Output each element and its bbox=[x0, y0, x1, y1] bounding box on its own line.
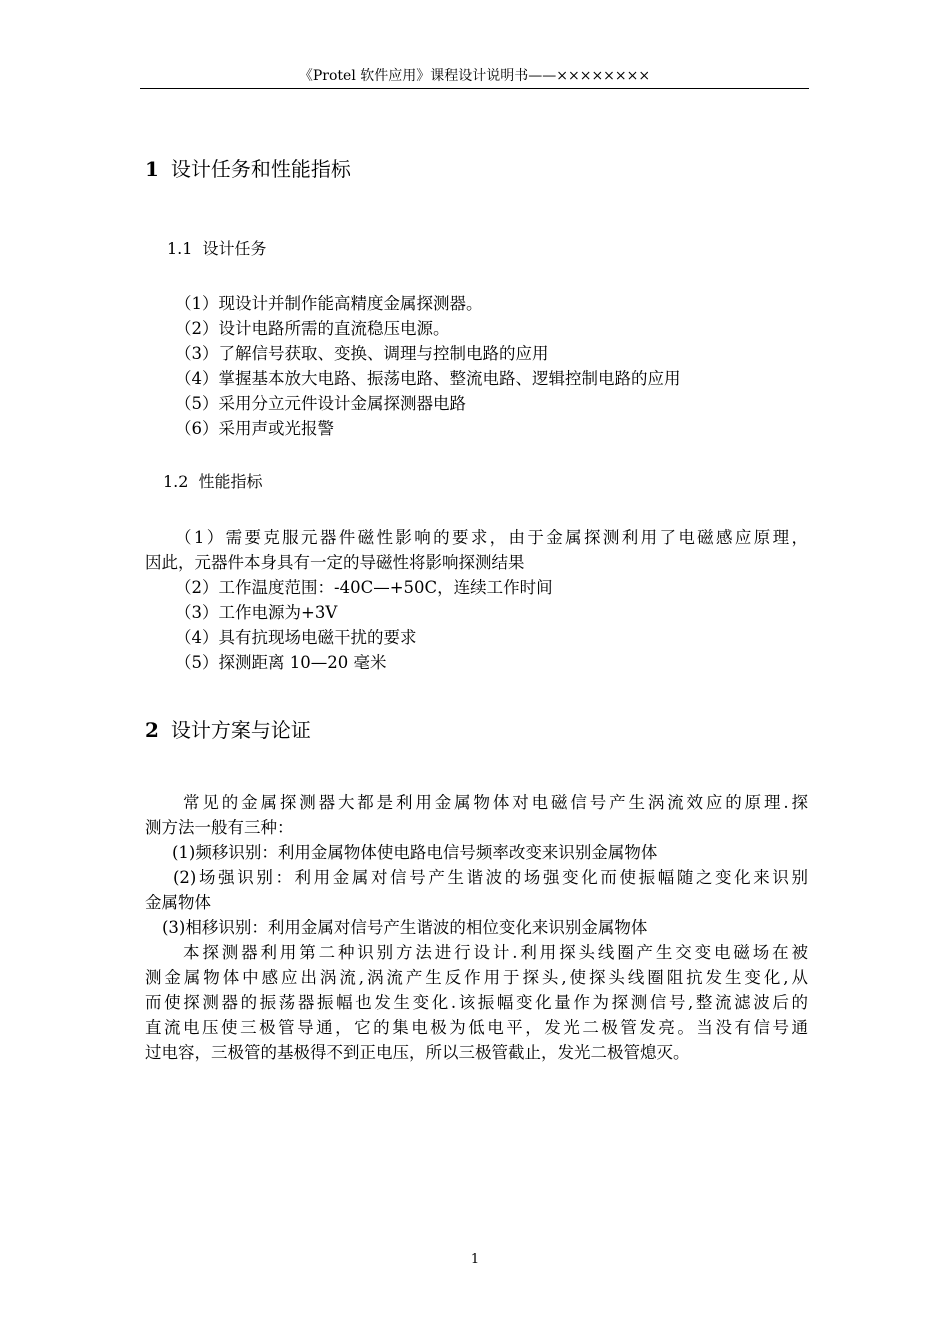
method-2-line-1: (2)场强识别：利用金属对信号产生谐波的场强变化而使振幅随之变化来识别 bbox=[173, 868, 808, 887]
task-item: （2）设计电路所需的直流稳压电源。 bbox=[175, 319, 450, 338]
spec-item: （4）具有抗现场电磁干扰的要求 bbox=[175, 628, 417, 647]
section-1-2-title: 性能指标 bbox=[198, 472, 263, 491]
paragraph-2-line: 测金属物体中感应出涡流,涡流产生反作用于探头,使探头线圈阻抗发生变化,从 bbox=[145, 968, 808, 987]
paragraph-1-line-2: 测方法一般有三种： bbox=[145, 818, 294, 837]
task-item: （3）了解信号获取、变换、调理与控制电路的应用 bbox=[175, 344, 549, 363]
section-2-title: 设计方案与论证 bbox=[170, 718, 311, 742]
section-1-1-title: 设计任务 bbox=[202, 239, 267, 258]
task-item: （5）采用分立元件设计金属探测器电路 bbox=[175, 394, 466, 413]
section-2-number: 2 bbox=[145, 718, 159, 742]
spec-item-1-line-2: 因此，元器件本身具有一定的导磁性将影响探测结果 bbox=[145, 553, 525, 572]
spec-item-1-line-1: （1）需要克服元器件磁性影响的要求，由于金属探测利用了电磁感应原理， bbox=[175, 528, 808, 547]
page-header: 《Protel 软件应用》课程设计说明书——×××××××× bbox=[298, 68, 651, 84]
paragraph-1-line-1: 常见的金属探测器大都是利用金属物体对电磁信号产生涡流效应的原理.探 bbox=[183, 793, 808, 812]
spec-item: （2）工作温度范围：-40C—+50C，连续工作时间 bbox=[175, 578, 553, 597]
header-rule bbox=[140, 88, 809, 89]
spec-item: （5）探测距离 10—20 毫米 bbox=[175, 653, 387, 672]
task-item: （6）采用声或光报警 bbox=[175, 419, 334, 438]
paragraph-2-line: 本探测器利用第二种识别方法进行设计.利用探头线圈产生交变电磁场在被 bbox=[183, 943, 808, 962]
task-item: （4）掌握基本放大电路、振荡电路、整流电路、逻辑控制电路的应用 bbox=[175, 369, 681, 388]
section-2-heading bbox=[145, 716, 311, 744]
task-item: （1）现设计并制作能高精度金属探测器。 bbox=[175, 294, 483, 313]
paragraph-2-line: 而使探测器的振荡器振幅也发生变化.该振幅变化量作为探测信号,整流滤波后的 bbox=[145, 993, 808, 1012]
section-1-1-number: 1.1 bbox=[167, 239, 193, 258]
section-1-1-heading bbox=[167, 237, 266, 261]
paragraph-2-line: 过电容，三极管的基极得不到正电压，所以三极管截止，发光二极管熄灭。 bbox=[145, 1043, 690, 1062]
section-1-number: 1 bbox=[145, 157, 159, 181]
spec-item: （3）工作电源为+3V bbox=[175, 603, 338, 622]
page-number: 1 bbox=[470, 1252, 480, 1267]
section-1-2-heading bbox=[163, 470, 262, 494]
section-1-2-number: 1.2 bbox=[163, 472, 189, 491]
method-3: (3)相移识别：利用金属对信号产生谐波的相位变化来识别金属物体 bbox=[162, 918, 648, 937]
section-1-title: 设计任务和性能指标 bbox=[170, 157, 351, 181]
method-2-line-2: 金属物体 bbox=[145, 893, 211, 912]
method-1: (1)频移识别：利用金属物体使电路电信号频率改变来识别金属物体 bbox=[172, 843, 658, 862]
section-1-heading bbox=[145, 155, 351, 183]
paragraph-2-line: 直流电压使三极管导通，它的集电极为低电平，发光二极管发亮。当没有信号通 bbox=[145, 1018, 808, 1037]
